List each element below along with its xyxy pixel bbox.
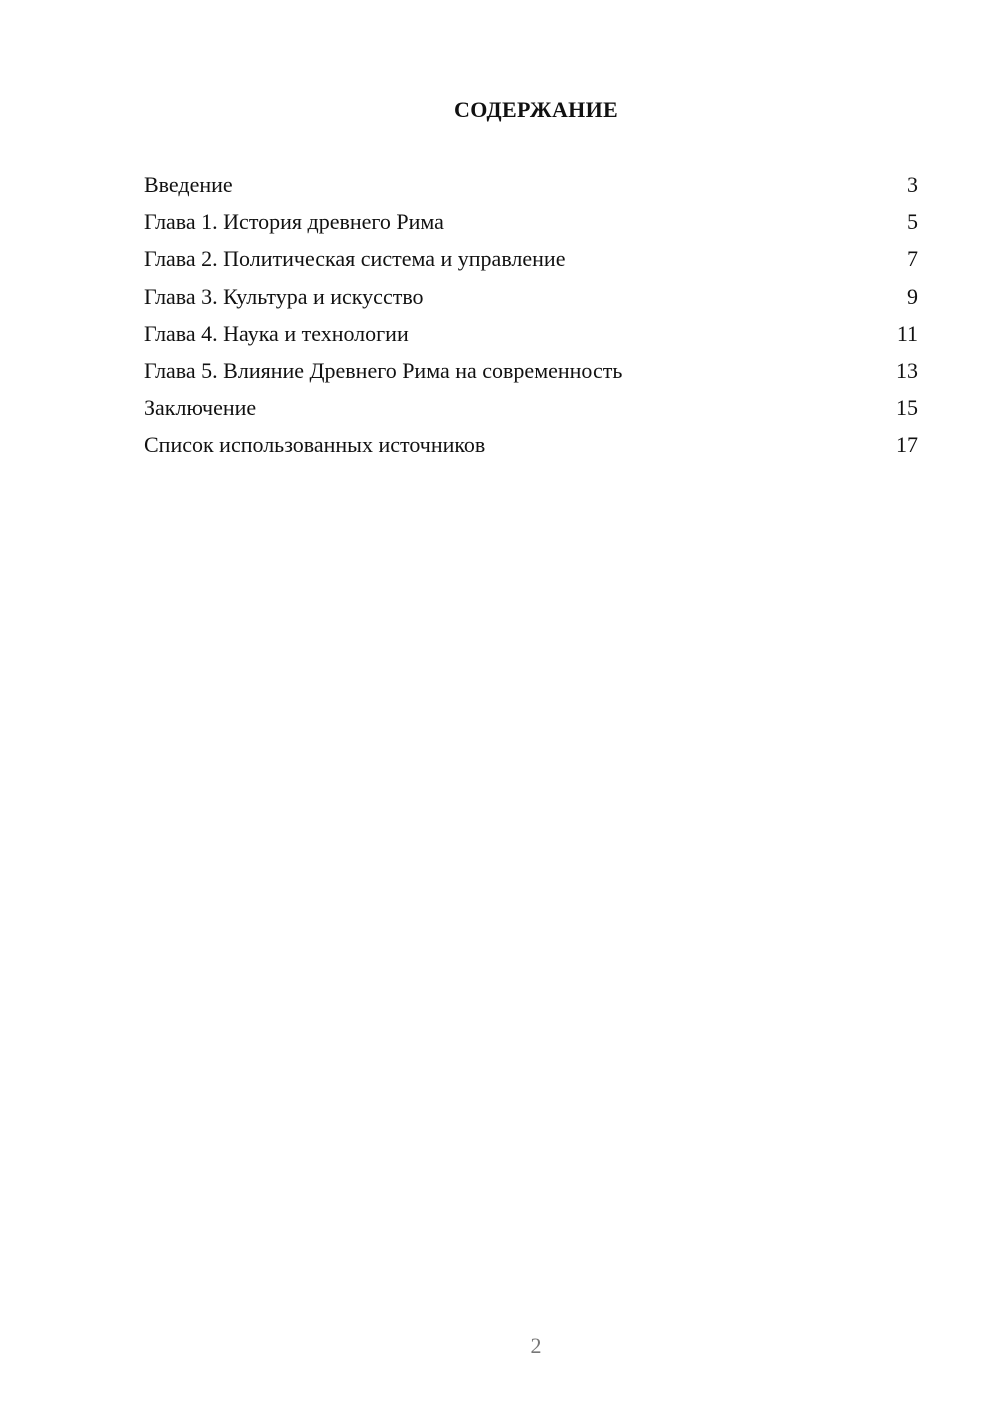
page-title: СОДЕРЖАНИЕ: [454, 97, 618, 122]
toc-entry-introduction[interactable]: [144, 166, 918, 203]
toc-entry-label: Заключение: [144, 395, 257, 421]
toc-entry-label: Введение: [144, 172, 233, 197]
table-of-contents: [144, 166, 918, 464]
toc-entry-label: Глава 3. Культура и искусство: [144, 283, 424, 309]
toc-entry-chapter-1[interactable]: [144, 203, 918, 240]
toc-entry-chapter-4[interactable]: [144, 315, 918, 352]
toc-entry-page: 17: [896, 432, 918, 458]
toc-entry-page: 9: [907, 283, 918, 309]
toc-entry-references[interactable]: [144, 426, 918, 463]
toc-entry-page: 13: [896, 357, 918, 383]
toc-entry-page: 11: [896, 320, 918, 346]
toc-entry-page: 7: [907, 246, 918, 272]
toc-entry-chapter-3[interactable]: [144, 278, 918, 315]
toc-entry-page: 15: [896, 395, 918, 421]
toc-entry-chapter-2[interactable]: [144, 240, 918, 277]
page-number: 2: [530, 1333, 542, 1358]
toc-entry-chapter-5[interactable]: [144, 352, 918, 389]
toc-entry-label: Глава 4. Наука и технологии: [144, 320, 409, 346]
toc-entry-label: Глава 1. История древнего Рима: [144, 209, 444, 235]
toc-entry-label: Глава 5. Влияние Древнего Рима на современность: [144, 357, 623, 383]
toc-entry-page: 5: [907, 209, 918, 235]
toc-entry-page: 3: [907, 172, 918, 197]
toc-entry-label: Глава 2. Политическая система и управление: [144, 246, 566, 272]
toc-entry-label: Список использованных источников: [144, 432, 486, 458]
toc-entry-conclusion[interactable]: [144, 389, 918, 426]
